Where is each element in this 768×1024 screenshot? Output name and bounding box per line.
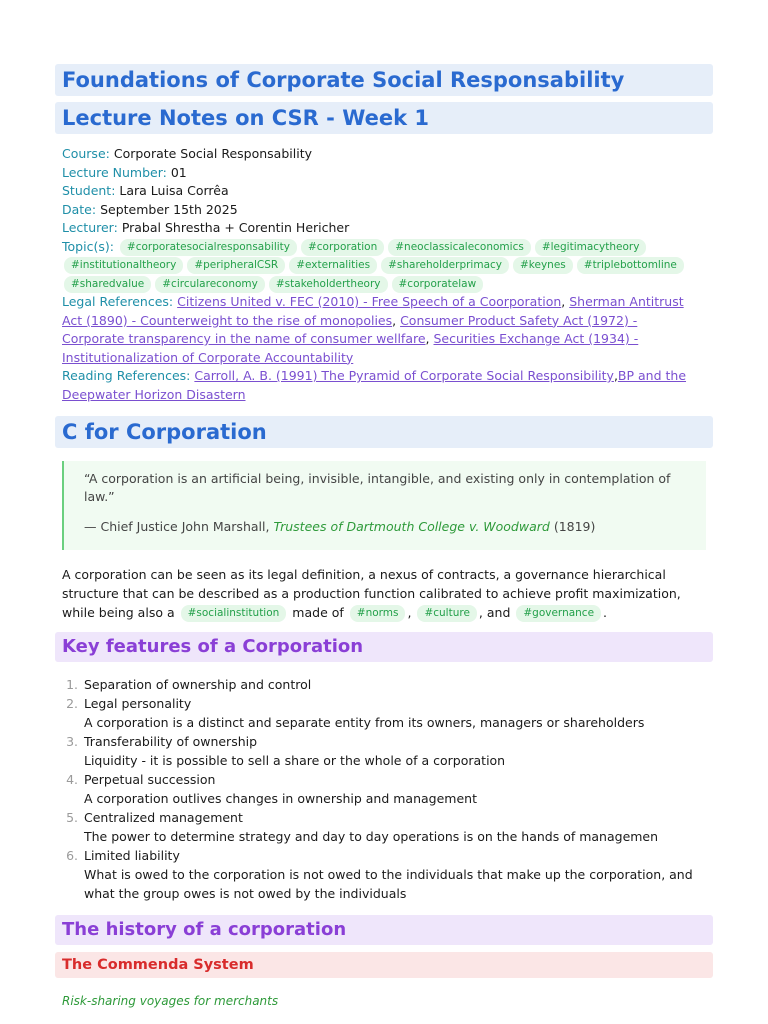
inline-tag[interactable]: #governance	[516, 605, 601, 622]
list-item	[62, 770, 706, 808]
quote-text: “A corporation is an artificial being, invisible, intangible, and existing only in contemplation of law.”	[84, 471, 671, 504]
topic-tag[interactable]: #institutionaltheory	[64, 257, 183, 274]
list-item	[62, 694, 706, 732]
meta-legal-label: Legal References:	[62, 294, 174, 309]
quote-author: — Chief Justice John Marshall,	[84, 519, 270, 534]
topic-tag[interactable]: #legitimacytheory	[535, 239, 647, 256]
meta-course	[62, 145, 693, 164]
list-number: 3.	[66, 733, 78, 749]
quote-source: Trustees of Dartmouth College v. Woodward	[273, 519, 550, 534]
reading-reference-link[interactable]: Carroll, A. B. (1991) The Pyramid of Corporate Social Responsibility	[194, 368, 614, 383]
topic-tag[interactable]: #neoclassicaleconomics	[388, 239, 531, 256]
meta-reading: Reading References: Carroll, A. B. (1991) The Pyramid of Corporate Social Responsibility,BP and the Deepwater Horizon Disastern	[62, 368, 687, 402]
topic-tag[interactable]: #shareholderprimacy	[381, 257, 509, 274]
paragraph-text: ,	[407, 604, 412, 620]
legal-reference-link[interactable]: Securities Exchange Act (1934) - Institutionalization of Corporate Accountability	[62, 331, 639, 365]
list-number: 1.	[66, 676, 78, 692]
feature-title: Limited liability	[84, 847, 180, 863]
document-title: Foundations of Corporate Social Responsability	[55, 64, 713, 96]
topic-tag[interactable]: #peripheralCSR	[187, 257, 285, 274]
quote-year: (1819)	[553, 519, 596, 534]
list-item	[62, 846, 706, 903]
feature-description: The power to determine strategy and day to day operations is on the hands of managemen	[84, 828, 659, 844]
meta-topics-label: Topic(s):	[62, 238, 114, 254]
legal-reference-link[interactable]: Consumer Product Safety Act (1972) - Corporate transparency in the name of consumer wellfare	[62, 312, 638, 346]
feature-title: Perpetual succession	[84, 771, 216, 787]
inline-tag[interactable]: #socialinstitution	[181, 605, 287, 622]
paragraph-text: .	[603, 604, 608, 620]
topic-tag[interactable]: #triplebottomline	[577, 257, 684, 274]
topic-tag[interactable]: #stakeholdertheory	[269, 276, 388, 293]
section-heading-history: The history of a corporation	[55, 915, 713, 945]
list-number: 2.	[66, 695, 78, 711]
meta-legal: Legal References: Citizens United v. FEC (2010) - Free Speech of a Coorporation, Sherman Antitrust Act (1890) - Counterweight to the rise of monopolies, Consumer Product Safety Act (1972) - Corporate transparency in the name of consumer wellfare, Securities Exchange Act (1934) - Institutionalization of Corporate Accountability	[62, 294, 684, 365]
corporation-paragraph	[62, 565, 706, 622]
topic-tag[interactable]: #sharedvalue	[64, 276, 151, 293]
meta-date-value: September 15th 2025	[100, 201, 238, 217]
features-list	[62, 675, 706, 903]
list-number: 5.	[66, 809, 78, 825]
subsection-heading-commenda: The Commenda System	[55, 952, 713, 978]
topic-tag[interactable]: #keynes	[513, 257, 573, 274]
reading-reference-link[interactable]: BP and the Deepwater Horizon Disastern	[62, 368, 687, 402]
meta-lecturer	[62, 219, 693, 238]
topic-tag[interactable]: #corporatelaw	[392, 276, 484, 293]
meta-lecturer-value: Prabal Shrestha + Corentin Hericher	[121, 220, 350, 235]
metadata-block	[55, 145, 713, 404]
meta-lecture-label: Lecture Number:	[62, 164, 167, 180]
feature-title: Legal personality	[84, 695, 192, 711]
blockquote	[62, 461, 706, 550]
meta-date-label: Date:	[62, 201, 97, 217]
meta-course-label: Course:	[62, 146, 110, 161]
document-subtitle: Lecture Notes on CSR - Week 1	[55, 102, 713, 134]
section-heading-features: Key features of a Corporation	[55, 632, 713, 662]
inline-tag[interactable]: #norms	[350, 605, 406, 622]
commenda-tagline: Risk-sharing voyages for merchants	[62, 993, 279, 1008]
meta-student-label: Student:	[62, 183, 116, 198]
feature-description: Liquidity - it is possible to sell a share or the whole of a corporation	[84, 752, 506, 768]
meta-lecture	[62, 164, 693, 183]
feature-title: Separation of ownership and control	[84, 676, 312, 692]
paragraph-text: made of	[292, 604, 344, 620]
legal-reference-link[interactable]: Citizens United v. FEC (2010) - Free Speech of a Coorporation	[177, 294, 562, 309]
topic-tag[interactable]: #corporation	[301, 239, 384, 256]
list-number: 4.	[66, 771, 78, 787]
meta-lecturer-label: Lecturer:	[62, 220, 118, 235]
list-item	[62, 732, 706, 770]
meta-lecture-value: 01	[170, 164, 187, 180]
feature-title: Transferability of ownership	[84, 733, 258, 749]
list-item	[62, 808, 706, 846]
feature-title: Centralized management	[84, 809, 243, 825]
meta-reading-label: Reading References:	[62, 368, 191, 383]
inline-tag[interactable]: #culture	[417, 605, 476, 622]
meta-student-value: Lara Luisa Corrêa	[119, 183, 229, 198]
topic-tag[interactable]: #corporatesocialresponsability	[120, 239, 297, 256]
meta-student	[62, 182, 693, 201]
topic-tag[interactable]: #circulareconomy	[155, 276, 265, 293]
section-heading-corporation: C for Corporation	[55, 416, 713, 448]
topic-tag[interactable]: #externalities	[289, 257, 377, 274]
feature-description: What is owed to the corporation is not owed to the individuals that make up the corporation, and what the group owes is not owed by the individuals	[84, 866, 693, 901]
feature-description: A corporation is a distinct and separate entity from its owners, managers or shareholders	[84, 714, 645, 730]
quote-attribution	[84, 518, 686, 537]
feature-description: A corporation outlives changes in ownership and management	[84, 790, 477, 806]
meta-topics	[62, 238, 693, 294]
paragraph-text: A corporation can be seen as its legal definition, a nexus of contracts, a governance hierarchical structure that can be described as a production function calibrated to achieve profit maximization, while being also a	[62, 566, 681, 620]
list-number: 6.	[66, 847, 78, 863]
paragraph-text: , and	[478, 604, 511, 620]
meta-course-value: Corporate Social Responsability	[113, 146, 312, 161]
list-item	[62, 675, 706, 694]
legal-reference-link[interactable]: Sherman Antitrust Act (1890) - Counterweight to the rise of monopolies	[62, 294, 684, 328]
meta-date	[62, 201, 693, 220]
